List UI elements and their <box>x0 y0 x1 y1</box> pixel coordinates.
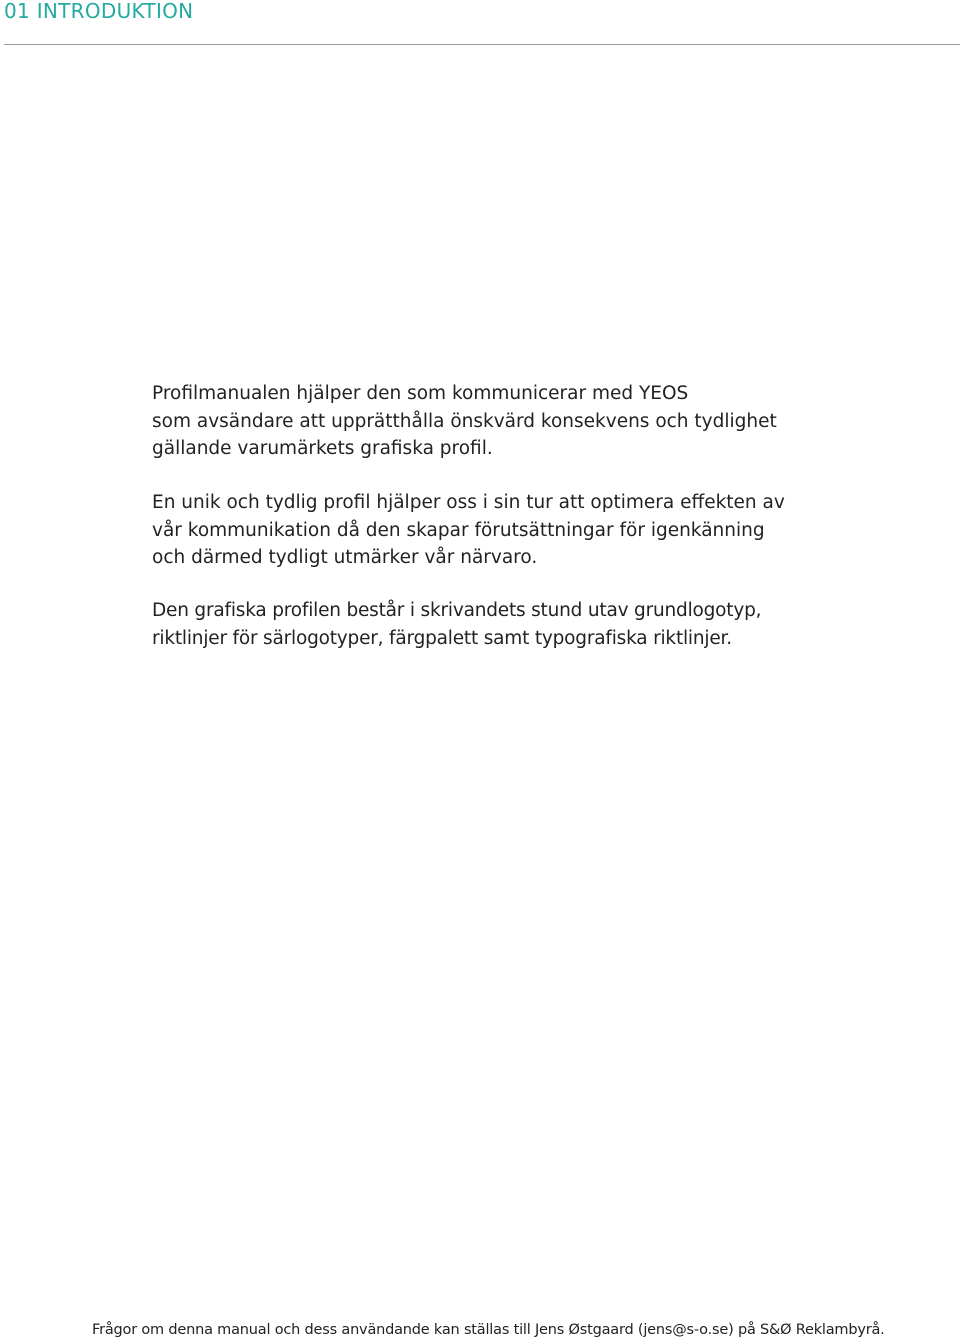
section-header: 01 INTRODUKTION <box>4 0 194 23</box>
paragraph-line: Den grafiska profilen består i skrivandets stund utav grundlogotyp, <box>152 600 762 621</box>
header-divider <box>4 44 960 45</box>
paragraph-line: Profilmanualen hjälper den som kommunicerar med YEOS <box>152 383 689 404</box>
intro-paragraph-2 <box>152 489 942 572</box>
paragraph-line: gällande varumärkets grafiska profil. <box>152 438 493 459</box>
paragraph-line: och därmed tydligt utmärker vår närvaro. <box>152 547 538 568</box>
paragraph-line: vår kommunikation då den skapar förutsättningar för igenkänning <box>152 519 765 541</box>
footer-contact-note: Frågor om denna manual och dess användande kan ställas till Jens Østgaard (jens@s-o.se) på S&Ø Reklambyrå. <box>92 1322 885 1338</box>
intro-paragraph-3 <box>152 597 942 652</box>
paragraph-line: riktlinjer för särlogotyper, färgpalett samt typografiska riktlinjer. <box>152 627 732 649</box>
paragraph-line: En unik och tydlig profil hjälper oss i sin tur att optimera effekten av <box>152 492 785 513</box>
paragraph-line: som avsändare att upprätthålla önskvärd konsekvens och tydlighet <box>152 410 777 432</box>
intro-paragraph-1 <box>152 380 942 463</box>
